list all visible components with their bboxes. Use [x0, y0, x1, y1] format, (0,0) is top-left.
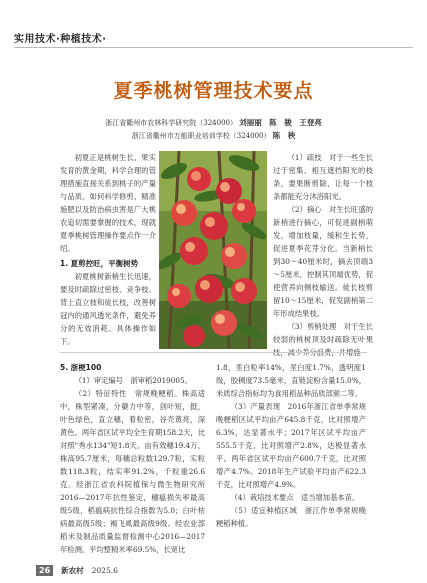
variety-characteristics: （2）特征特性 常规晚粳稻。株高适中，株型紧凑，分蘖力中等，剑叶短，挺，叶色绿色，直立穗，着粒密，谷壳黄亮，深黄色。两年省区试平均全生育期158.2天，比对照"秀水134"短1.8天。亩有效穗19.4万，株高95.7厘米，每穗总粒数129.7粒，实粒数118.3粒，结实率91.2%，千粒重26.6克。经浙江省农科院植保与微生物研究所2016—2017年抗性鉴定，穗瘟损失率最高级5级，稻瘟病抗性综合指数为5.0；白叶枯病最高级5级；褐飞虱最高级9级。经农业部稻米及制品质量监督检测中心2016—2017年检测，平均整精米率69.5%，长宽比 [60, 389, 205, 554]
variety-title: 5. 浙梗100 [60, 363, 102, 372]
issue-number: 2025.6 [91, 566, 118, 575]
variety-column-left [60, 361, 205, 556]
variety-column-right [216, 361, 366, 530]
section-1-heading: 1. 夏剪控旺，平衡树势 [60, 259, 139, 268]
variety-region: （5）适宜种植区域 浙江作单季常规晚粳稻种植。 [216, 506, 366, 528]
page-footer [36, 565, 118, 576]
authors-1: 刘丽丽 陈 骏 王登亮 [239, 118, 322, 127]
thinning-paragraph: （1）疏枝 对于一些生长过于密集、相互遮挡阳光的枝条，要果断剪除，让每一个枝条都能充分沐浴阳光。 [273, 153, 373, 201]
column-header [14, 30, 107, 44]
article-title: 夏季桃树管理技术要点 [113, 80, 314, 102]
right-column [273, 151, 373, 359]
peach-photo-illustration [159, 151, 267, 349]
header-divider [14, 47, 413, 48]
page-number: 26 [36, 565, 53, 576]
column-label: 实用技术·种植技术· [14, 33, 107, 45]
pinching-paragraph: （2）摘心 对生长旺盛的新梢进行摘心，可促进副梢萌发，增加枝量，缓和生长势，促进夏季花芽分化。当新梢长到30～40厘米时，摘去顶端3～5厘米，控制其顶端优势，促使营养向侧枝输送。徒长枝剪留10～15厘米，促发副梢第二年形成结果枝。 [273, 205, 373, 318]
variety-approval: （1）审定编号 浙审稻2019005。 [74, 376, 192, 385]
peach-tree-photo [159, 151, 267, 349]
affiliation-1: 浙江省衢州市农林科学研究院（324000） [105, 119, 237, 127]
intro-paragraph: 初夏正是桃树生长、果实发育的黄金期，科学合理的管理措施直接关系到桃子的产量与品质。如何科学修剪、精准施肥以及防治病虫害是广大桃农追切需要掌握的技术，现就夏季桃树管理操作要点作一介绍。 [60, 153, 156, 253]
section-1-paragraph: 初夏桃树新梢生长迅速，要及时疏除过密枝、竞争枝、背上直立枝和徒长枝，改善树冠内的通风透光条件，避免养分的无效消耗。具体操作如下。 [60, 272, 156, 346]
authors-2: 陈 秧 [272, 131, 296, 140]
variety-cultivation: （4）栽培技术要点 适当增加基本苗。 [230, 493, 360, 502]
shoot-cutting-paragraph: （3）剪梢处理 对于生长较弱的桃树顶及时疏除无叶果枝，减少养分浪费，并增施 [273, 322, 373, 357]
section-divider [60, 352, 367, 353]
variety-yield: （3）产量表现 2016年浙江省单季常规晚粳稻区试平均亩产645.8千克，比对照增产6.3%，达显著水平；2017年区试平均亩产555.5千克，比对照增产2.8%，达极显著水平。两年省区试平均亩产600.7千克，比对照增产4.7%。2018年生产试验平均亩产622.3千克，比对照增产4.9%。 [216, 402, 366, 489]
author-line-1 [0, 117, 427, 128]
variety-quality: 1.8，垩白粒率14%，垩白度1.7%，透明度1级，胶稠度73.5毫米，直链淀粉含量15.0%，米质综合指标均为食用稻品种品质部颁二等。 [216, 363, 366, 398]
left-column [60, 151, 156, 348]
author-line-2 [0, 130, 427, 141]
magazine-name: 新农村 [61, 566, 84, 575]
affiliation-2: 浙江省衢州市万能职业培训学校（324000） [131, 132, 271, 140]
